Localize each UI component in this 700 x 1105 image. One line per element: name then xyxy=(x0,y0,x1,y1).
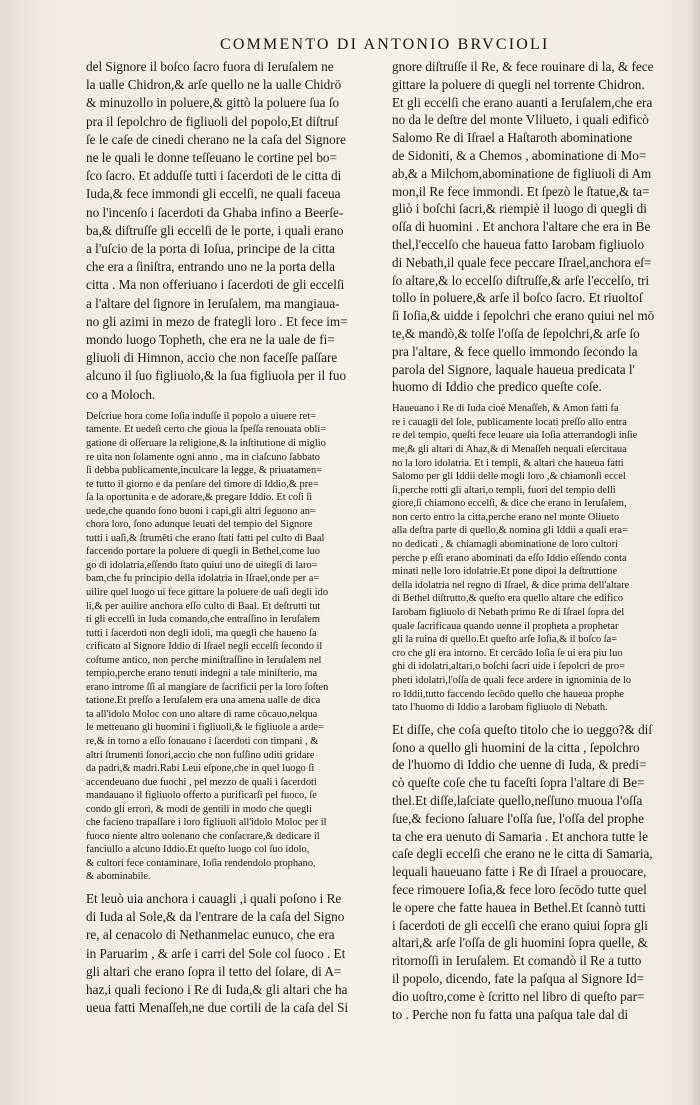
text-line: re, al cenacolo di Nethanmelac eunuco, che era xyxy=(86,927,335,943)
text-line: parola del Signore, laquale haueua predicata l' xyxy=(392,361,635,377)
text-line: le opere che fatte hauea in Bethel.Et ſcannò tutti xyxy=(392,899,646,915)
text-line: tutti i ſacerdoti non degli idoli, ma quegli che haueno ſa xyxy=(86,627,317,639)
text-line: lequali haueuano fatte i Re di Iſrael a prouocare, xyxy=(392,864,647,880)
text-line: che facieno trapaſſare i loro figliuoli all'idolo Moloc per il xyxy=(86,817,327,829)
text-line: uede,che quando ſono buoni i capi,gli altri ſeguono an= xyxy=(86,505,316,517)
text-line: citta . Ma non offeriuano i ſacerdoti de gli eccelſi xyxy=(86,277,345,293)
commentary-paragraph xyxy=(86,410,374,884)
text-line: quale ſacrificaua quando uenne il propheta a prophetar xyxy=(392,620,619,632)
text-line: li,& per auilire anchora eſſo culto di Baal. Et deſtrutti tut xyxy=(86,600,321,612)
text-line: ghi di idolatri,altari,o boſchi ſacri uide i ſepolcri de pro= xyxy=(392,661,625,673)
text-line: ba,& diſtruſſe gli eccelſi de le porte, i quali erano xyxy=(86,222,344,238)
text-line: cro che gli era intorno. Et cercādo Ioſia ſe ui era piu luo xyxy=(392,647,623,659)
text-line: ne le quali le donne teſſeuano le cortine pel bo= xyxy=(86,150,337,166)
text-line: pra l'altare, & fece quello immondo ſecondo la xyxy=(392,343,638,359)
text-line: tamente. Et uedeſi certo che gioua la ſpeſſa renouata obli= xyxy=(86,424,327,436)
text-line: a l'altare del ſignore in Ieruſalem, ma mangiaua- xyxy=(86,295,340,311)
text-line: mondo luogo Topheth, che era ne la uale de fi= xyxy=(86,332,335,348)
text-line: to . Perche non fu fatta una paſqua tale dal di xyxy=(392,1006,629,1022)
text-line: le metteuano gli huomini i figliuoli,& le figliuole a arde= xyxy=(86,722,324,734)
text-line: i ſacerdoti de gli eccelſi che erano quiui ſopra gli xyxy=(392,917,648,933)
scripture-paragraph xyxy=(86,58,374,404)
text-line: gliuoli di Himnon, accio che non faceſſe paſſare xyxy=(86,350,338,366)
text-line: re uita non ſolamente ogni anno , ma in ciaſcuno ſabbato xyxy=(86,451,321,463)
text-line: no la loro idolatria. Et i templi, & altari che haueua fatti xyxy=(392,457,624,469)
text-line: thel.Et diſſe,laſciate quello,neſſuno muoua l'oſſa xyxy=(392,792,643,808)
page-edge-shadow xyxy=(690,0,700,1105)
text-line: Et leuò uia anchora i cauagli ,i quali poſono i Re xyxy=(86,891,342,906)
text-line: ritornoſſi in Ieruſalem. Et comandò il Re a tutto xyxy=(392,953,642,969)
text-line: & minuzollo in poluere,& gittò la poluere ſua ſo xyxy=(86,95,340,111)
text-line: re,& in torno a eſſo ſonauano i ſacerdoti con timpani , & xyxy=(86,735,319,747)
text-line: tatione.Et preſſo a Ieruſalem era una amena ualle de dica xyxy=(86,695,321,707)
text-line: Salomo Re di Iſrael a Haſtaroth abominatione xyxy=(392,130,633,146)
text-line: di Iuda al Sole,& da l'entrare de la caſa del Signo xyxy=(86,909,345,925)
text-line: da padri,& madri.Rabi Leui eſpone,che in quel luogo ſi xyxy=(86,763,315,775)
text-line: ſa la oportunita e de adorare,& pregare Iddio. Et coſi ſi xyxy=(86,492,313,504)
commentary-paragraph xyxy=(392,402,684,715)
text-line: fanciullo a alcuno Iddio.Et queſto luogo col ſuo idolo, xyxy=(86,844,310,856)
text-line: perche p eſſi erano abominati da eſſo Iddio eſſendo conta xyxy=(392,552,627,564)
text-line: a l'uſcio de la porta di Ioſua, principe de la citta xyxy=(86,241,335,257)
text-line: della idolatria nel regno di Iſrael, & dice prima dell'altare xyxy=(392,579,630,591)
text-line: ueua fatti Menaſſeh,ne due cortili de la caſa del Si xyxy=(86,1000,349,1016)
text-line: ſo altare,& lo eccelſo diſtruſſe,& arſe l'eccelſo, tri xyxy=(392,272,650,288)
text-line: ſono a quello gli huomini de la citta , ſepolchro xyxy=(392,739,640,755)
text-line: te tutto il giorno e da penſare del timore di Iddio,& pre= xyxy=(86,478,319,490)
text-line: uilire quel luogo ui fece gittare la poluere de uaſi degli ido xyxy=(86,586,329,598)
text-line: Salomo per gli Iddii delle mogli loro ,& chiamonſi eccel xyxy=(392,471,626,483)
text-line: ſi Ioſia,& uidde i ſepolchri che erano quiui nel mō xyxy=(392,308,655,324)
text-line: di Bethel diſtrutto,& queſto era quello altare che edifico xyxy=(392,593,624,605)
text-line: me,& gli altari di Ahaz,& di Menaſſeh nequali eſercitaua xyxy=(392,443,627,455)
text-line: ta che era uenuto di Samaria . Et anchora tutte le xyxy=(392,828,648,844)
text-line: crificato al Signore Iddio di Iſrael negli eccelſi ſecondo il xyxy=(86,641,323,653)
text-line: altari,& arſe l'oſſa de gli huomini ſopra quelle, & xyxy=(392,935,648,951)
text-line: tutti i uaſi,& ſtrumēti che erano ſtati fatti pel culto di Baal xyxy=(86,532,325,544)
text-line: Deſcriue hora come Ioſia induſſe il popolo a uiuere ret= xyxy=(86,410,317,422)
text-line: gli la ruina di quello.Et queſto arſe Ioſia,& il boſco ſa= xyxy=(392,634,618,646)
text-line: il popolo, dicendo, fate la paſqua al Signore Id= xyxy=(392,970,645,986)
text-line: re del tempio, queſti fece leuare uia Ioſia atterrandogli inſie xyxy=(392,430,638,442)
text-line: bam,che fu principio della idolatria in Iſrael,onde per a= xyxy=(86,573,320,585)
text-line: dio uoſtro,come è ſcritto nel libro di queſto par= xyxy=(392,988,645,1004)
text-line: gnore diſtruſſe il Re, & fece rouinare di la, & fece xyxy=(392,59,654,74)
text-line: Et gli eccelſi che erano auanti a Ieruſalem,che era xyxy=(392,94,653,110)
text-line: tato l'huomo di Iddio a Iarobam figliuolo di Nebath. xyxy=(392,702,608,714)
text-line: re i cauagli del ſole, publicamente locati preſſo allo entra xyxy=(392,416,627,428)
text-line: ro Iddii,tutto faccendo ſecōdo quello che haueua prophe xyxy=(392,688,624,700)
text-line: mon,il Re fece immondi. Et ſpezò le ſtatue,& ta= xyxy=(392,183,650,199)
text-line: & cultori fece contaminare, Ioſia rendendolo prophano, xyxy=(86,857,316,869)
text-line: Iarobam figliuolo di Nebath primo Re di Iſrael ſopra del xyxy=(392,607,625,619)
text-line: ſco ſacro. Et adduſſe tutti i ſacerdoti de le citta di xyxy=(86,168,342,184)
text-line: oſſa di huomini . Et anchora l'altare che era in Be xyxy=(392,219,651,235)
text-line: te,& mandò,& tolſe l'oſſa de ſepolchri,& arſe ſo xyxy=(392,325,640,341)
text-line: no gli azimi in mezo de frategli loro . Et fece im= xyxy=(86,313,348,329)
text-line: gittare la poluere di quegli nel torrente Chidron. xyxy=(392,76,645,92)
text-line: ſe le caſe de cinedi cherano ne la caſa del Signore xyxy=(86,131,346,147)
text-line: ſi,perche rotti gli altari,o templi, fuori del tempio delli xyxy=(392,484,616,496)
text-line: Iuda,& fece immondi gli eccelſi, ne quali faceua xyxy=(86,186,341,202)
text-line: co a Moloch. xyxy=(86,386,156,402)
text-line: giore,ſi chiamono eccelſi, & dice che erano in Ieruſalem, xyxy=(392,498,627,510)
text-line: chora loro, ſono adunque leuati del tempio del Signore xyxy=(86,519,313,531)
scripture-paragraph xyxy=(392,721,684,1024)
text-line: altri ſtrumenti ſonori,accio che non fuſſino uditi gridare xyxy=(86,749,315,761)
text-line: tollo in poluere,& arſe il boſco ſacro. Et riuoltoſ xyxy=(392,290,643,306)
scripture-paragraph xyxy=(392,58,684,396)
text-line: minati nelle loro idolatrie.Et pone dipoi la deſtruttione xyxy=(392,566,618,578)
text-line: del Signore il boſco ſacro fuora di Ieruſalem ne xyxy=(86,59,334,74)
text-line: coſtume antico, non perche miniſtraſſino in Ieruſalem nel xyxy=(86,654,322,666)
text-line: la ualle Chidron,& arſe quello ne la ualle Chidrō xyxy=(86,77,342,93)
text-line: faccendo portare la poluere di quegli in Bethel,come luo xyxy=(86,546,320,558)
text-line: gli altari che erano ſopra il tetto del ſolare, di A= xyxy=(86,963,342,979)
text-line: fece rimouere Ioſia,& fece loro ſecōdo tutte quel xyxy=(392,881,647,897)
left-column xyxy=(86,58,374,1023)
text-line: thel,l'eccelſo che haueua fatto Iarobam figliuolo xyxy=(392,236,645,252)
text-line: tempio,perche erano tenuti indegni a tale miniſterio, ma xyxy=(86,668,318,680)
text-line: caſe degli eccelſi che erano ne le citta di Samaria, xyxy=(392,846,653,862)
text-line: ab,& a Milchom,abominatione de figliuoli di Am xyxy=(392,165,652,181)
text-line: pheti idolatri,l'oſſa de quali fece ardere in ignominia de lo xyxy=(392,675,632,687)
text-line: huomo di Iddio che predico queſte coſe. xyxy=(392,379,602,395)
text-line: alla deſtra parte di quello,& nomina gli Iddii a quali era= xyxy=(392,525,628,537)
text-line: gatione di oſſeruare la religione,& la inſtitutione di miglio xyxy=(86,437,326,449)
text-line: go di idolatria,eſſendo ſtato quiui uno de uitegli di laro= xyxy=(86,559,318,571)
text-line: cò queſte coſe che tu faceſti ſopra l'altare di Be= xyxy=(392,775,645,791)
text-line: erano introme ſſi al mangiare de ſacrificii per la loro ſoſten xyxy=(86,681,329,693)
text-line: pra il ſepolchro de figliuoli del popolo,Et diſtruſ xyxy=(86,113,338,129)
text-line: de Sidoniti, & a Chemos , abominatione di Mo= xyxy=(392,147,647,163)
scripture-paragraph xyxy=(86,890,374,1017)
text-line: ti gli eccelſi in Iuda comando,che entraſſino in Ieruſalem xyxy=(86,614,320,626)
text-line: di Nebath,il quale fece peccare Iſrael,anchora eſ= xyxy=(392,254,652,270)
text-line: ſue,& feciono ſaluare l'oſſa ſue, l'oſſa del prophe xyxy=(392,810,644,826)
text-line: in Paruarim , & arſe i carri del Sole col ſuoco . Et xyxy=(86,945,346,961)
text-line: non certo entro la citta,perche erano nel monte Oliueto xyxy=(392,511,620,523)
text-line: de l'huomo di Iddio che uenne di Iuda, & predi= xyxy=(392,757,647,773)
text-line: accendeuano due fuochi , pel mezzo de quali i ſacerdoti xyxy=(86,776,317,788)
text-line: no l'incenſo i ſacerdoti da Ghaba infino a Beerſe- xyxy=(86,204,344,220)
text-line: condo gli errori, & modi de gentili in modo che quegli xyxy=(86,803,312,815)
running-header: COMMENTO DI ANTONIO BRVCIOLI xyxy=(220,36,550,53)
text-line: Et diſſe, che coſa queſto titolo che io ueggo?& diſ xyxy=(392,721,653,737)
text-line: mandauano il figliuolo offerto a purificarſi pel fuoco, ſe xyxy=(86,790,317,802)
right-column xyxy=(392,58,684,1029)
text-line: che era a ſiniſtra, entrando uno ne la porta della xyxy=(86,259,335,275)
text-line: no dedicati , & chiamagli abominatione de loro cultori xyxy=(392,539,618,551)
text-line: no da le deſtre del monte Vlilueto, i quali edificò xyxy=(392,112,649,128)
text-line: fuoco niente altro uolenano che conſacrare,& dedicare il xyxy=(86,830,320,842)
text-line: Haueuano i Re di Iuda cioè Menaſſeh, & Amon fatti fa xyxy=(392,403,619,415)
text-line: gliò i boſchi ſacri,& riempiè il luogo di quegli di xyxy=(392,201,647,217)
text-line: ta all'idolo Moloc con uno altare di rame cōcauo,nelqua xyxy=(86,708,318,720)
text-line: haz,i quali feciono i Re di Iuda,& gli altari che ha xyxy=(86,982,348,998)
text-line: alcuno il ſuo figliuolo,& la ſua figliuola per il fuo xyxy=(86,368,347,384)
text-line: ſi debba publicamente,inculcare la legge, & priuatamen= xyxy=(86,465,323,477)
text-line: & abominabile. xyxy=(86,871,151,883)
